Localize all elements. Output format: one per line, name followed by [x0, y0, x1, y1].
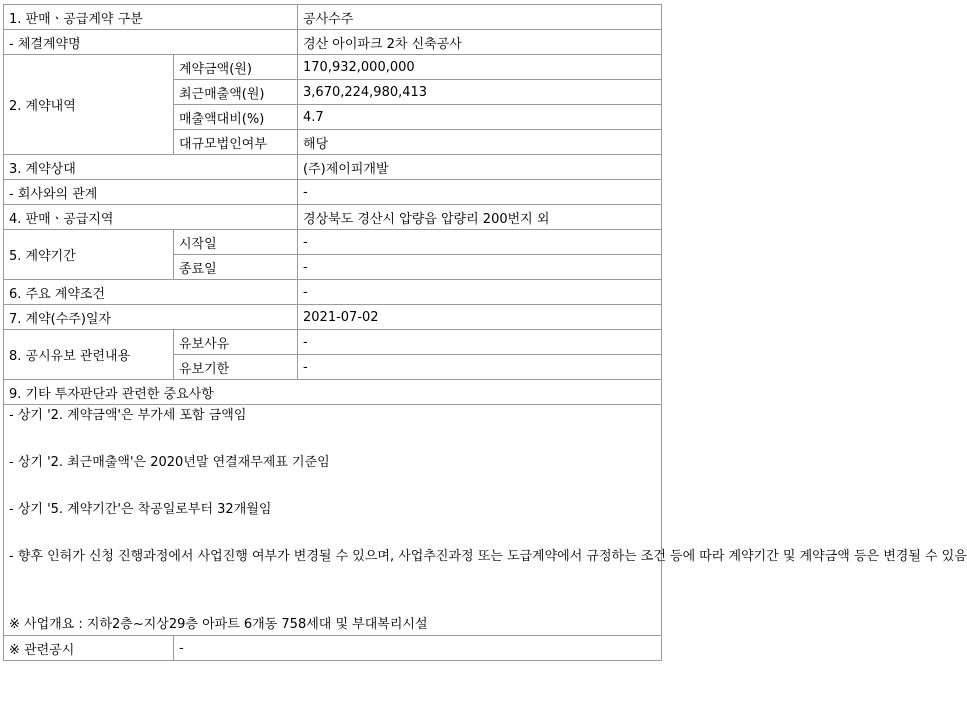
- end-date-value: -: [298, 255, 662, 280]
- large-corp-label: 대규모법인여부: [174, 130, 298, 155]
- relationship-value: -: [298, 180, 662, 205]
- row-other-matters-header: [4, 380, 662, 405]
- note-project-overview: ※ 사업개요 : 지하2층~지상29층 아파트 6개동 758세대 및 부대복리시설: [9, 617, 428, 632]
- row-contract-date: [4, 305, 662, 330]
- contract-type-label: 1. 판매ㆍ공급계약 구분: [4, 5, 298, 30]
- contract-disclosure-table: [3, 4, 967, 661]
- start-date-value: -: [298, 230, 662, 255]
- deferral-reason-label: 유보사유: [174, 330, 298, 355]
- related-disclosure-value: -: [174, 636, 662, 661]
- recent-sales-label: 최근매출액(원): [174, 80, 298, 105]
- counterparty-value: (주)제이피개발: [298, 155, 662, 180]
- contract-date-value: 2021-07-02: [298, 305, 662, 330]
- note-contract-period: - 상기 '5. 계약기간'은 착공일로부터 32개월임: [9, 502, 272, 517]
- contract-period-label: 5. 계약기간: [4, 230, 174, 280]
- related-disclosure-label: ※ 관련공시: [4, 636, 174, 661]
- contract-date-label: 7. 계약(수주)일자: [4, 305, 298, 330]
- counterparty-label: 3. 계약상대: [4, 155, 298, 180]
- note-recent-sales: - 상기 '2. 최근매출액'은 2020년말 연결재무제표 기준임: [9, 455, 330, 470]
- row-contract-type: [4, 5, 662, 30]
- main-terms-label: 6. 주요 계약조건: [4, 280, 298, 305]
- main-terms-value: -: [298, 280, 662, 305]
- row-other-matters-notes: [4, 405, 662, 636]
- deferral-label: 8. 공시유보 관련내용: [4, 330, 174, 380]
- end-date-label: 종료일: [174, 255, 298, 280]
- supply-region-value: 경상북도 경산시 압량읍 압량리 200번지 외: [298, 205, 662, 230]
- row-counterparty: [4, 155, 662, 180]
- note-change-possibility: - 향후 인허가 신청 진행과정에서 사업진행 여부가 변경될 수 있으며, 사업추진과정 또는 도급계약에서 규정하는 조건 등에 따라 계약기간 및 계약금액 등은 변경될 수 있음: [9, 549, 967, 564]
- relationship-label: - 회사와의 관계: [4, 180, 298, 205]
- supply-region-label: 4. 판매ㆍ공급지역: [4, 205, 298, 230]
- row-start-date: [4, 230, 662, 255]
- sales-ratio-label: 매출액대비(%): [174, 105, 298, 130]
- contract-name-value: 경산 아이파크 2차 신축공사: [298, 30, 662, 55]
- row-contract-amount: [4, 55, 662, 80]
- row-supply-region: [4, 205, 662, 230]
- other-matters-notes: [4, 405, 967, 636]
- contract-details-label: 2. 계약내역: [4, 55, 174, 155]
- deferral-reason-value: -: [298, 330, 662, 355]
- recent-sales-value: 3,670,224,980,413: [298, 80, 662, 105]
- large-corp-value: 해당: [298, 130, 662, 155]
- row-relationship: [4, 180, 662, 205]
- note-vat: - 상기 '2. 계약금액'은 부가세 포함 금액임: [9, 408, 247, 423]
- sales-ratio-value: 4.7: [298, 105, 662, 130]
- contract-amount-value: 170,932,000,000: [298, 55, 662, 80]
- contract-name-label: - 체결계약명: [4, 30, 298, 55]
- row-related-disclosure: [4, 636, 662, 661]
- deferral-period-value: -: [298, 355, 662, 380]
- deferral-period-label: 유보기한: [174, 355, 298, 380]
- contract-type-value: 공사수주: [298, 5, 662, 30]
- contract-amount-label: 계약금액(원): [174, 55, 298, 80]
- row-main-terms: [4, 280, 662, 305]
- start-date-label: 시작일: [174, 230, 298, 255]
- other-matters-label: 9. 기타 투자판단과 관련한 중요사항: [4, 380, 662, 405]
- row-deferral-reason: [4, 330, 662, 355]
- row-contract-name: [4, 30, 662, 55]
